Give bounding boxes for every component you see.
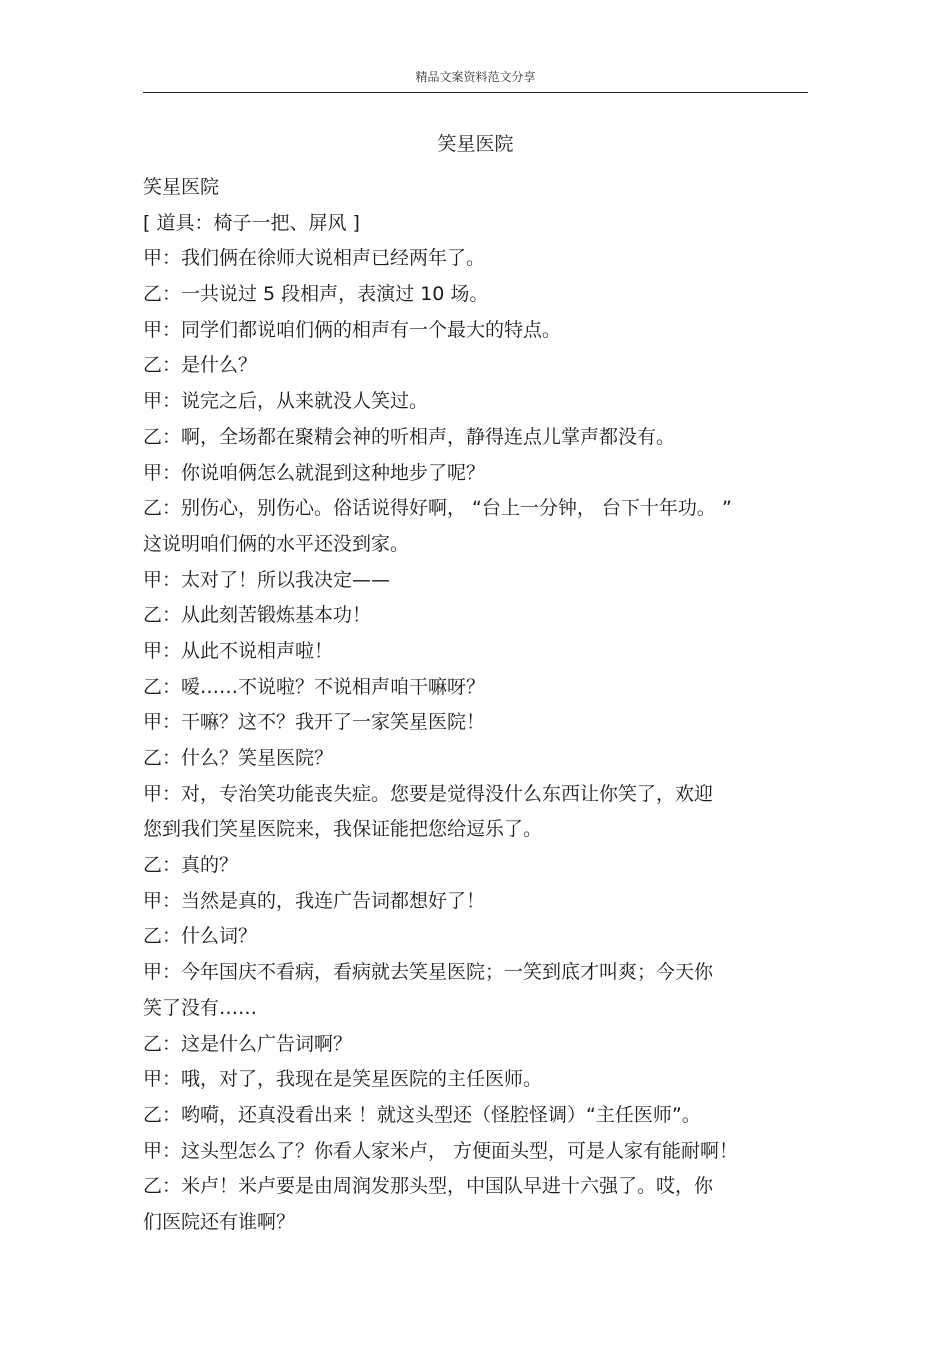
body-line: 乙：从此刻苦锻炼基本功！	[143, 604, 372, 627]
body-line: 们医院还有谁啊？	[143, 1210, 296, 1233]
body-line: 甲：太对了！所以我决定——	[143, 568, 391, 591]
body-line: 甲：这头型怎么了？你看人家米卢， 方便面头型，可是人家有能耐啊！	[143, 1139, 739, 1162]
body-line: 乙：啊，全场都在聚精会神的听相声，静得连点儿掌声都没有。	[143, 425, 676, 448]
body-line: 乙：别伤心，别伤心。俗话说得好啊， “台上一分钟， 台下十年功。 ”	[143, 497, 732, 520]
body-line: 甲：说完之后，从来就没人笑过。	[143, 390, 429, 413]
body-line: 甲：当然是真的，我连广告词都想好了！	[143, 889, 486, 912]
body-line: 乙：嗳……不说啦？不说相声咱干嘛呀？	[143, 675, 486, 698]
body-line: 甲：对，专治笑功能丧失症。您要是觉得没什么东西让你笑了，欢迎	[143, 782, 714, 805]
body-line: 乙：真的？	[143, 854, 239, 877]
body-line: 甲：干嘛？这不？我开了一家笑星医院！	[143, 711, 486, 734]
body-line: 乙：哟嗬，还真没看出来 ！就这头型还（怪腔怪调）“主任医师”。	[143, 1103, 701, 1126]
body-line: 甲：哦，对了，我现在是笑星医院的主任医师。	[143, 1068, 543, 1091]
body-line: 甲：同学们都说咱们俩的相声有一个最大的特点。	[143, 318, 562, 341]
document-body	[143, 170, 808, 1241]
body-line: 甲：你说咱俩怎么就混到这种地步了呢？	[143, 461, 486, 484]
page-header	[143, 64, 808, 93]
header-text: 精品文案资料范文分享	[415, 70, 536, 84]
body-line: 乙：什么词？	[143, 925, 258, 948]
body-line: 笑星医院	[143, 176, 220, 198]
body-line: [ 道具：椅子一把、屏风 ]	[143, 211, 360, 234]
body-line: 乙：这是什么广告词啊？	[143, 1032, 353, 1055]
body-line: 笑了没有……	[143, 996, 258, 1019]
body-line: 乙：什么？笑星医院？	[143, 747, 334, 769]
body-line: 您到我们笑星医院来，我保证能把您给逗乐了。	[143, 818, 543, 841]
body-line: 这说明咱们俩的水平还没到家。	[143, 532, 410, 555]
body-line: 乙：米卢！米卢要是由周润发那头型，中国队早进十六强了。哎，你	[143, 1175, 714, 1198]
document-title: 笑星医院	[437, 133, 514, 155]
body-line: 甲：今年国庆不看病，看病就去笑星医院；一笑到底才叫爽；今天你	[143, 961, 714, 984]
body-line: 甲：我们俩在徐师大说相声已经两年了。	[143, 247, 486, 270]
body-line: 甲：从此不说相声啦！	[143, 639, 334, 662]
body-line: 乙：是什么？	[143, 354, 258, 377]
body-line: 乙：一共说过 5 段相声，表演过 10 场。	[143, 283, 489, 306]
